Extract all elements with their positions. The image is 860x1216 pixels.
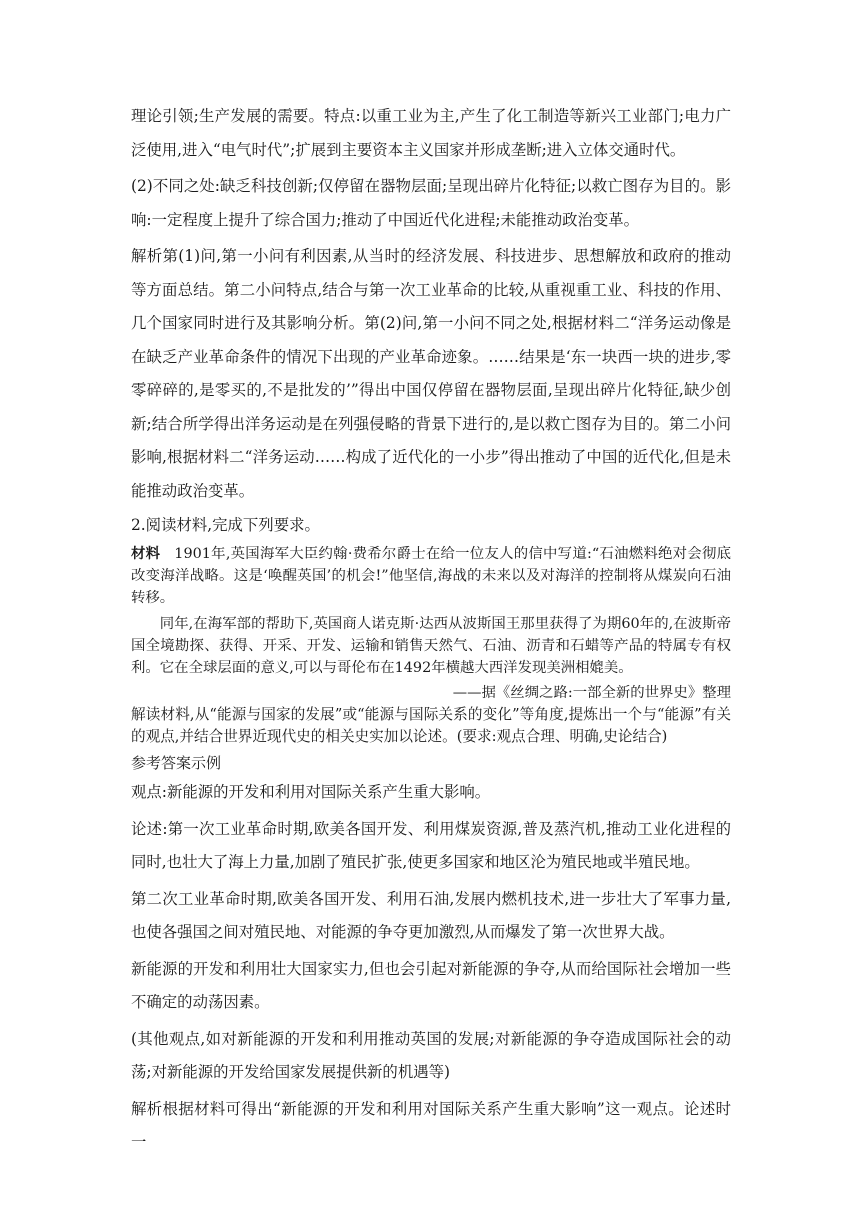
material-para-2: 同年,在海军部的帮助下,英国商人诺克斯·达西从波斯国王那里获得了为期60年的,在波斯帝国全境勘探、获得、开采、开发、运输和销售天然气、石油、沥青和石蜡等产品的特属专有权利。它在全球层面的意义,可以与哥伦布在1492年横越大西洋发现美洲相媲美。 xyxy=(131,616,731,676)
argument-conclusion: 新能源的开发和利用壮大国家实力,但也会引起对新能源的争夺,从而给国际社会增加一些不确定的动荡因素。 xyxy=(131,959,731,1011)
material-para-1 xyxy=(131,543,731,609)
answer-part2-text: (2)不同之处:缺乏科技创新;仅停留在器物层面;呈现出碎片化特征;以救亡图存为目的。影响:一定程度上提升了综合国力;推动了中国近代化进程;未能推动政治变革。 xyxy=(131,177,731,229)
question-2-prompt: 2.阅读材料,完成下列要求。 xyxy=(131,516,320,534)
other-viewpoints: (其他观点,如对新能源的开发和利用推动英国的发展;对新能源的争夺造成国际社会的动荡;对新能源的开发给国家发展提供新的机遇等) xyxy=(131,1029,731,1081)
material-para-1-text: 1901年,英国海军大臣约翰·费希尔爵士在给一位友人的信中写道:“石油燃料绝对会彻底改变海洋战略。这是‘唤醒英国’的机会!”他坚信,海战的未来以及对海洋的控制将从煤炭向石油转移。 xyxy=(131,546,731,606)
argument-second-industrial-revolution: 第二次工业革命时期,欧美各国开发、利用石油,发展内燃机技术,进一步壮大了军事力量,也使各强国之间对殖民地、对能源的争夺更加激烈,从而爆发了第一次世界大战。 xyxy=(131,889,731,941)
question-requirement: 解读材料,从“能源与国家的发展”或“能源与国际关系的变化”等角度,提炼出一个与“能源”有关的观点,并结合世界近现代史的相关史实加以论述。(要求:观点合理、明确,史论结合) xyxy=(131,706,731,745)
material-label: 材料 xyxy=(131,546,161,562)
analysis-q1-text: 解析第(1)问,第一小问有利因素,从当时的经济发展、科技进步、思想解放和政府的推动等方面总结。第二小问特点,结合与第一次工业革命的比较,从重视重工业、科技的作用、几个国家同时进行及其影响分析。第(2)问,第一小问不同之处,根据材料二“洋务运动像是在缺乏产业革命条件的情况下出现的产业革命迹象。……结果是‘东一块西一块的进步,零零碎碎的,是零买的,不是批发的’”得出中国仅停留在器物层面,呈现出碎片化特征,缺少创新;结合所学得出洋务运动是在列强侵略的背景下进行的,是以救亡图存为目的。第二小问影响,根据材料二“洋务运动……构成了近代化的一小步”得出推动了中国的近代化,但是未能推动政治变革。 xyxy=(131,247,732,500)
viewpoint-text: 观点:新能源的开发和利用对国际关系产生重大影响。 xyxy=(131,783,491,801)
answer-part1-text: 理论引领;生产发展的需要。特点:以重工业为主,产生了化工制造等新兴工业部门;电力广泛使用,进入“电气时代”;扩展到主要资本主义国家并形成垄断;进入立体交通时代。 xyxy=(131,107,731,159)
argument-first-industrial-revolution: 论述:第一次工业革命时期,欧美各国开发、利用煤炭资源,普及蒸汽机,推动工业化进程的同时,也壮大了海上力量,加剧了殖民扩张,使更多国家和地区沦为殖民地或半殖民地。 xyxy=(131,819,731,871)
answer-heading: 参考答案示例 xyxy=(131,754,222,772)
page-content xyxy=(131,100,731,1160)
analysis-q2-text: 解析根据材料可得出“新能源的开发和利用对国际关系产生重大影响”这一观点。论述时一 xyxy=(131,1099,731,1151)
material-source: ——据《丝绸之路:一部全新的世界史》整理 xyxy=(452,685,731,701)
